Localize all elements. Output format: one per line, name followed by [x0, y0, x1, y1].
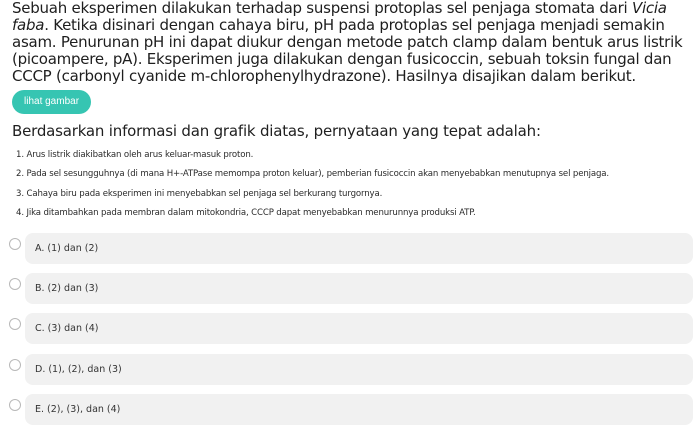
- option-b[interactable]: [25, 273, 693, 304]
- option-d[interactable]: [25, 354, 693, 385]
- radio-button[interactable]: [9, 399, 21, 411]
- species-name-epithet: faba: [12, 16, 45, 34]
- radio-button[interactable]: [9, 238, 21, 250]
- radio-button[interactable]: [9, 318, 21, 330]
- option-label: C. (3) dan (4): [35, 323, 99, 334]
- option-a[interactable]: [25, 233, 693, 264]
- question-prompt: Berdasarkan informasi dan grafik diatas, pernyataan yang tepat adalah:: [12, 122, 541, 140]
- passage-line-3: asam. Penurunan pH ini dapat diukur dengan metode patch clamp dalam bentuk arus listrik: [12, 33, 683, 51]
- passage-line-5: CCCP (carbonyl cyanide m-chlorophenylhydrazone). Hasilnya disajikan dalam berikut.: [12, 67, 636, 85]
- show-image-button[interactable]: lihat gambar: [12, 90, 91, 114]
- statement-list: [16, 148, 696, 226]
- statement-item: 3. Cahaya biru pada eksperimen ini menyebabkan sel penjaga sel berkurang turgornya.: [16, 188, 383, 199]
- radio-button[interactable]: [9, 359, 21, 371]
- statement-item: 1. Arus listrik diakibatkan oleh arus keluar-masuk proton.: [16, 150, 254, 160]
- option-e[interactable]: [25, 394, 693, 425]
- passage-line-4: (picoampere, pA). Eksperimen juga dilakukan dengan fusicoccin, sebuah toksin fungal dan: [12, 50, 672, 68]
- option-label: E. (2), (3), dan (4): [35, 404, 121, 415]
- question-passage: [12, 0, 696, 85]
- option-c[interactable]: [25, 313, 693, 344]
- passage-line-1: Sebuah eksperimen dilakukan terhadap suspensi protoplas sel penjaga stomata dari Vicia: [12, 0, 667, 17]
- statement-item: 2. Pada sel sesungguhnya (di mana H+-ATPase memompa proton keluar), pemberian fusicoccin akan menyebabkan menutupnya sel penjaga.: [16, 169, 609, 180]
- option-label: A. (1) dan (2): [35, 243, 99, 254]
- statement-item: 4. Jika ditambahkan pada membran dalam mitokondria, CCCP dapat menyebabkan menurunnya produksi ATP.: [16, 208, 476, 219]
- passage-line-2: faba. Ketika disinari dengan cahaya biru, pH pada protoplas sel penjaga menjadi semakin: [12, 16, 665, 34]
- option-label: B. (2) dan (3): [35, 283, 99, 294]
- species-name-genus: Vicia: [631, 0, 667, 17]
- radio-button[interactable]: [9, 278, 21, 290]
- option-label: D. (1), (2), dan (3): [35, 364, 122, 375]
